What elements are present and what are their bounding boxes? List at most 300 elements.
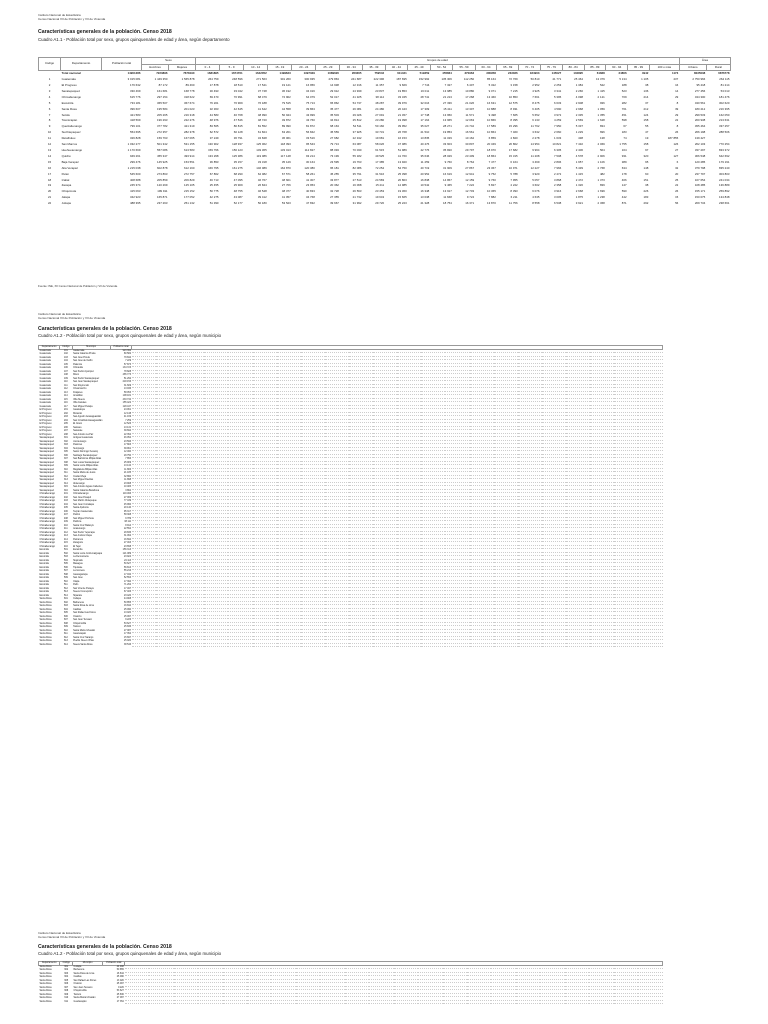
table-cell: 28 271 xyxy=(443,124,452,129)
table-cell: 203 xyxy=(63,416,68,418)
table-cell: 44 583 xyxy=(209,112,219,117)
table-cell: 455 464 xyxy=(694,124,706,129)
table-cell-filler xyxy=(296,1000,320,1004)
table-cell: 45 559 xyxy=(330,130,339,135)
table-cell-filler xyxy=(394,1000,418,1004)
table-cell-filler xyxy=(470,643,494,647)
table-cell: 2 335 xyxy=(575,112,583,117)
table-cell: Escuintla xyxy=(39,577,49,579)
table-cell: 130 902 xyxy=(208,142,219,147)
table-cell: 12 941 xyxy=(465,171,475,176)
table-cell: 241 034 xyxy=(719,177,730,182)
table-cell-filler xyxy=(445,643,469,647)
table-cell: 71 262 xyxy=(123,584,131,586)
table-cell: 81 552 xyxy=(257,124,267,129)
table-cell-filler xyxy=(156,643,180,647)
table-cell: Parramos xyxy=(73,538,84,541)
table-cell: 120 269 xyxy=(157,183,168,188)
table-cell-filler xyxy=(198,1000,222,1004)
table-cell: 799 101 xyxy=(130,124,141,129)
table-cell: 839 xyxy=(599,183,605,188)
table-cell: 30 493 xyxy=(209,88,219,93)
table-cell: 2 660 xyxy=(553,130,562,135)
table-cell: 63 201 xyxy=(281,130,291,135)
table-cell: 610 xyxy=(64,997,69,999)
table-cell: 326 828 xyxy=(130,136,141,141)
table-cell: 95 418 xyxy=(696,83,706,87)
table-cell: 119 086 xyxy=(256,153,267,158)
table-cell: 16 561 xyxy=(465,130,475,135)
table-cell: 47 086 xyxy=(397,142,407,147)
table-cell: 4 635 xyxy=(532,195,540,200)
table-cell: San Pedro Ayampuc xyxy=(73,370,94,373)
table-cell: 201 023 xyxy=(184,106,195,111)
table-cell-filler xyxy=(516,1000,540,1004)
table-cell: 12 575 xyxy=(508,100,518,105)
table-cell: 367 674 xyxy=(184,100,195,105)
table-cell: 14 938 xyxy=(330,83,339,87)
table-cell: San Juan Comalapa xyxy=(73,503,94,506)
table-cell: 248 596 xyxy=(232,77,243,82)
table-cell: 4 222 xyxy=(510,183,518,188)
table-cell: 27 087 xyxy=(123,629,131,632)
table-cell: 10 365 xyxy=(487,189,496,194)
table-cell: 41 169 xyxy=(123,416,131,418)
table-cell: 164 xyxy=(621,147,627,152)
table-cell: Santa Rosa xyxy=(39,997,52,999)
table-cell: Escuintla xyxy=(39,580,49,583)
table-cell: 8 xyxy=(676,124,679,129)
table-cell: 58 026 xyxy=(375,142,385,147)
table-cell: 28 741 xyxy=(420,94,430,99)
table-cell: San José Poaquil xyxy=(73,496,91,499)
table-cell: 233036 xyxy=(508,71,518,76)
table-cell: 607 xyxy=(63,619,68,621)
table-cell: 14 xyxy=(675,88,679,93)
table-cell: 1499623 xyxy=(279,71,291,76)
table-cell: 164 870 xyxy=(280,165,291,170)
table-cell: 6 538 xyxy=(553,201,562,206)
table-cell: Chimaltenango xyxy=(39,535,55,537)
table-cell: Guatemala xyxy=(39,349,51,352)
table-cell: 3 864 xyxy=(125,489,131,492)
table-cell: 41 771 xyxy=(552,77,562,82)
table-cell: 1 238 xyxy=(597,195,605,200)
table-cell: 300 935 xyxy=(304,77,315,82)
table-cell: 30 807 xyxy=(465,142,475,147)
table-cell: 7 882 xyxy=(488,195,496,200)
table-cell: 607 xyxy=(64,986,69,989)
table-cell: 212 xyxy=(643,106,649,111)
table-cell: 20 349 xyxy=(487,142,496,147)
table-cell: 145 925 xyxy=(157,159,168,164)
table-cell: 27 463 xyxy=(123,542,131,544)
table-cell: Santa Rosa xyxy=(39,986,52,989)
table-cell: 17 497 xyxy=(123,587,131,590)
table-cell: 306 548 xyxy=(694,153,706,158)
table-cell: 509 xyxy=(63,577,68,579)
table-cell: 466 xyxy=(621,177,627,182)
table-cell: 24 583 xyxy=(375,177,385,182)
table-cell: 309 xyxy=(63,465,68,467)
table-cell: 12 063 xyxy=(465,118,475,123)
table1-source: Fuente: INE, XII Censo Nacional de Población y VII de Vivienda. xyxy=(38,284,118,288)
table-cell: 406 xyxy=(63,510,68,513)
table-cell: Sacatepéquez xyxy=(61,88,81,93)
table-cell: Santa Rosa xyxy=(39,972,52,975)
table-cell-filler xyxy=(373,643,397,647)
table-cell: Chimaltenango xyxy=(61,94,82,99)
table-cell: 936 xyxy=(599,100,605,105)
table-cell: 27 091 xyxy=(375,112,385,117)
table-cell: 601 xyxy=(64,965,69,968)
table-cell: 205 xyxy=(63,423,68,425)
table-cell: 47 546 xyxy=(233,118,243,123)
table-cell: 22 354 xyxy=(123,433,131,436)
table-cell: 23 595 xyxy=(330,159,339,164)
table-cell: 115 xyxy=(64,398,68,401)
table-cell: 101 xyxy=(63,349,68,352)
table-cell: 603 xyxy=(63,605,68,607)
table-cell-filler xyxy=(491,1000,515,1004)
table-cell: 602 878 xyxy=(157,165,168,170)
table-cell: 2 952 xyxy=(532,83,540,87)
table-cell: 612 xyxy=(63,636,68,639)
table-cell: 7 950 xyxy=(553,124,562,129)
table-cell: 16 694 xyxy=(123,538,131,541)
table-cell: 12 526 xyxy=(123,423,131,425)
table-cell: 226 xyxy=(643,189,649,194)
table-cell: 8035038 xyxy=(694,71,706,76)
table-cell: 50 627 xyxy=(123,563,131,565)
table-cell: 1 215 038 xyxy=(127,165,141,170)
table-cell: 206 829 xyxy=(184,177,195,182)
col-sexo: Sexo xyxy=(141,58,195,65)
table-cell: 78 828 xyxy=(123,370,131,373)
table-cell: 7 856 xyxy=(125,458,131,460)
table-cell: 401 xyxy=(63,493,68,495)
table-cell: 21 457 xyxy=(397,112,407,117)
table-cell: 13 020 xyxy=(116,979,124,982)
table-cell: Tecpán Guatemala xyxy=(73,510,93,513)
table-cell: Ciudad Vieja xyxy=(73,475,87,478)
table-cell: 10 542 xyxy=(420,183,430,188)
table-cell: 37 748 xyxy=(257,88,267,93)
table-cell: 21 213 xyxy=(443,94,452,99)
table-cell: 158 xyxy=(643,142,649,147)
institution-name: Instituto Nacional de Estadística xyxy=(38,13,81,17)
table-cell: 21 732 xyxy=(352,195,362,200)
table-cell: 135 306 xyxy=(441,77,452,82)
table-cell: 306 xyxy=(63,454,68,457)
table-cell: El Tejar xyxy=(73,545,81,548)
table-cell: 8 xyxy=(676,100,679,105)
table-cell: Sansare xyxy=(73,426,82,429)
col-age-group: 85 - 89 xyxy=(584,64,606,71)
table-cell: 33 318 xyxy=(257,159,267,164)
table-cell: Santa Catarina Barahona xyxy=(73,489,99,492)
table-cell: 442 xyxy=(621,195,627,200)
table-cell: 58 261 xyxy=(306,171,315,176)
table-cell: 2 906 xyxy=(597,153,605,158)
table-cell: Sacatepéquez xyxy=(39,482,55,485)
col-codigo: Código xyxy=(60,346,72,350)
table-cell: 44 908 xyxy=(123,598,131,600)
table-cell: 605 xyxy=(63,612,68,614)
table-cell: 95 xyxy=(645,159,649,164)
table-cell: 60 xyxy=(645,171,649,176)
table-cell: 2 266 xyxy=(575,88,583,93)
table-cell: 51 989 xyxy=(397,147,407,152)
table-cell: 634 xyxy=(621,165,627,170)
table-cell: 159 796 xyxy=(208,147,219,152)
table-cell: Palencia xyxy=(73,363,82,366)
table-cell: 2 406 xyxy=(575,147,583,152)
table-cell: 10 864 xyxy=(487,130,496,135)
table-cell: 76 969 xyxy=(233,100,243,105)
table-cell: 7 229 xyxy=(125,360,131,362)
table-cell: 145027 xyxy=(551,71,562,76)
table-cell: Chuarrancho xyxy=(73,388,87,390)
table3-subtitle: Cuadro A1.2 - Población total por sexo, grupos quinquenales de edad y área, según municipio xyxy=(38,951,222,956)
table-cell: 25 xyxy=(675,177,679,182)
table-cell-filler xyxy=(540,1000,564,1004)
table-cell: 305 xyxy=(63,451,68,453)
table-cell: 5 134 xyxy=(619,77,627,82)
table-cell: Sacatepéquez xyxy=(39,454,55,457)
col-age-group: 20 - 24 xyxy=(292,64,316,71)
table-cell-filler xyxy=(325,643,349,647)
table-cell: 557 086 xyxy=(157,147,168,152)
table-cell: 1 957 xyxy=(575,159,583,164)
table-cell: 10 162 xyxy=(465,136,475,141)
table-cell: Guatemala xyxy=(39,356,51,359)
table-cell: Santa Cruz Balanyá xyxy=(73,524,94,527)
table-cell: 23 420 xyxy=(123,594,131,597)
table-cell: 15 411 xyxy=(443,106,452,111)
table-cell: 16 xyxy=(675,83,679,87)
col-age-group: 70 - 74 xyxy=(519,64,541,71)
table-cell: 38 xyxy=(645,83,649,87)
table-cell: 421 583 xyxy=(130,112,141,117)
col-age-group: 50 - 54 xyxy=(430,64,453,71)
table-cell: 402 xyxy=(63,496,68,499)
table-cell: Escuintla xyxy=(73,549,83,551)
table-cell-filler xyxy=(149,1000,173,1004)
table-cell: 9 964 xyxy=(532,147,540,152)
table-cell: 418 569 xyxy=(130,118,141,123)
table-cell: 39 694 xyxy=(123,430,131,432)
table-cell: 272 757 xyxy=(184,171,195,176)
table-cell: 39 952 xyxy=(397,124,407,129)
table-cell: 29 xyxy=(675,94,679,99)
table-cell: 307 xyxy=(63,458,68,460)
table-cell: Sumpango xyxy=(73,447,85,450)
table-cell: 12 703 xyxy=(465,189,475,194)
table-cell: 25 097 xyxy=(123,615,131,618)
table-cell: Guazacapán xyxy=(73,1000,87,1003)
table-cell: 3 916 xyxy=(553,189,562,194)
table-cell: 12 460 xyxy=(123,451,131,453)
table-cell: 292 xyxy=(643,201,649,206)
table-cell: 408 688 xyxy=(130,177,141,182)
table-cell: 605 xyxy=(64,979,69,982)
table-cell: 405 xyxy=(63,507,68,509)
table-cell: 39 863 xyxy=(306,106,315,111)
table-cell: 25 223 xyxy=(397,201,407,206)
table-cell: 113 xyxy=(64,391,68,394)
table-cell: 33 731 xyxy=(375,130,385,135)
table-cell: 87 172 xyxy=(158,83,168,87)
table-cell: 613 583 xyxy=(184,147,195,152)
table-cell: 151 xyxy=(643,177,649,182)
table-cell: 510 xyxy=(63,580,68,583)
table-cell: 104895 xyxy=(573,71,583,76)
table-cell: San Vicente Pacaya xyxy=(73,587,94,590)
table-cell: Santa Lucía Cotzumalguapa xyxy=(73,552,103,555)
table-cell: Santa Rosa xyxy=(39,983,52,985)
table-cell: 303 803 xyxy=(719,171,730,176)
table-cell: 1 449 350 xyxy=(154,77,168,82)
table-cell: 35 027 xyxy=(420,124,430,129)
table-cell: Masagua xyxy=(73,563,83,565)
table-cell: 16 xyxy=(47,165,52,170)
table-cell: 438 xyxy=(578,136,583,141)
table-cell: 7 460 xyxy=(510,130,518,135)
table-cell: Chimaltenango xyxy=(39,517,55,520)
table-cell: 310 xyxy=(63,468,68,471)
table-cell: 603 xyxy=(64,972,69,975)
table-cell: 57 873 xyxy=(123,363,131,366)
table-cell: 245 374 xyxy=(130,183,141,188)
col-municipio: Municipio xyxy=(73,962,103,966)
col-age-group: 45 - 49 xyxy=(408,64,431,71)
table-cell: 23 596 xyxy=(123,440,131,443)
table-cell: 314 xyxy=(63,482,68,485)
table-cell: San Cristóbal Acasaguastlán xyxy=(73,419,103,422)
table-cell: 1 565 878 xyxy=(181,77,195,82)
table-cell: 213 631 xyxy=(719,118,730,123)
table-cell-filler xyxy=(223,1000,247,1004)
table-cell: 56 xyxy=(675,201,679,206)
table-cell: 610 xyxy=(63,629,68,632)
table-cell: 109 xyxy=(63,377,68,380)
table-cell: 14901286 xyxy=(127,71,141,76)
table-cell: 23 837 xyxy=(375,88,385,93)
table-cell: 50 775 xyxy=(209,189,219,194)
col-age-group: 35 - 39 xyxy=(363,64,386,71)
table-cell: 166 795 xyxy=(208,165,219,170)
table-cell: 455 347 xyxy=(157,153,168,158)
table-cell: 1 415 xyxy=(575,171,583,176)
table-cell: Acatenango xyxy=(73,528,86,530)
table-cell: Antigua Guatemala xyxy=(73,437,93,439)
table-cell: 19 xyxy=(645,136,649,141)
table-cell: 38 xyxy=(645,183,649,188)
table-cell: Pastores xyxy=(73,444,83,446)
table-cell: Santa Rosa xyxy=(39,598,52,600)
table-cell: Nueva Santa Rosa xyxy=(73,643,93,646)
table-cell: 12 985 xyxy=(397,183,407,188)
table-cell: San Juan Tecuaco xyxy=(73,619,92,621)
table-cell: 5 827 xyxy=(488,183,496,188)
table-cell: 51 292 xyxy=(123,377,131,380)
table-cell: 502 xyxy=(63,552,68,555)
table-cell: 93 214 xyxy=(306,153,315,158)
table-cell: 609 xyxy=(63,626,68,628)
table-cell: 5 439 xyxy=(575,165,583,170)
table-cell: Iztapa xyxy=(73,580,80,583)
table-cell: 7 661 xyxy=(532,94,540,99)
table-cell: Chimaltenango xyxy=(39,545,55,548)
table-cell: Santa María Ixhuatán xyxy=(73,629,96,632)
table-cell: 1173 xyxy=(672,71,679,76)
table-cell: 108 485 xyxy=(694,183,706,188)
table-cell: 379 798 xyxy=(694,165,706,170)
table-cell: 44 558 xyxy=(281,106,291,111)
table-cell: 61 515 xyxy=(375,147,385,152)
table-cell: 18 970 xyxy=(487,147,496,152)
table-cell: 75 713 xyxy=(306,100,315,105)
table-cell: Chimaltenango xyxy=(39,496,55,499)
table-cell: 17 541 xyxy=(257,83,267,87)
table-cell: El Jícaro xyxy=(73,423,82,425)
table-cell: Sacatepéquez xyxy=(39,461,55,464)
table-cell: 337 257 xyxy=(719,124,730,129)
municipios-table-cont xyxy=(38,961,663,1004)
table-cell: Santo Domingo Xenacoj xyxy=(73,451,98,453)
table-cell: 7 744 xyxy=(422,83,430,87)
table-cell: 9 465 xyxy=(444,183,452,188)
table-cell: 613 xyxy=(63,640,68,642)
table-cell: 410 xyxy=(63,524,68,527)
table-cell: 17 385 xyxy=(375,159,385,164)
table-cell: 13 965 xyxy=(443,118,452,123)
table-cell: 17 589 xyxy=(487,124,496,129)
table-cell: 10 866 xyxy=(487,118,496,123)
table-cell: Guanagazapa xyxy=(73,573,88,576)
table-cell: 608 xyxy=(64,990,69,992)
table-cell: Siquinalá xyxy=(73,559,83,562)
table-cell: 342 923 xyxy=(130,195,141,200)
table-cell: 302 xyxy=(63,440,68,443)
table-cell: 1 755 xyxy=(619,142,627,147)
table-cell: 13 835 xyxy=(420,136,430,141)
table-cell: 48 755 xyxy=(233,189,243,194)
table-cell: 16 619 xyxy=(443,171,452,176)
table-cell: Guatemala xyxy=(39,363,51,366)
table-cell: 31 909 xyxy=(443,165,452,170)
table-cell: El Progreso xyxy=(39,433,52,436)
table-cell-filler xyxy=(443,1000,467,1004)
table-cell: 1 384 xyxy=(575,83,583,87)
table-cell: 125 062 xyxy=(256,142,267,147)
table-cell: 61 824 xyxy=(257,130,267,135)
col-age-group: 75 - 79 xyxy=(540,64,562,71)
table-cell: Zaragoza xyxy=(73,542,83,544)
table-cell: Guatemala xyxy=(39,377,51,380)
table-cell: 455864 xyxy=(442,71,452,76)
table-cell: 4 xyxy=(48,94,51,99)
table-cell: 590 xyxy=(621,189,627,194)
table-cell-filler xyxy=(614,1000,638,1004)
table-cell: Santa Apolonia xyxy=(73,507,89,509)
table-cell: 6 211 xyxy=(510,195,518,200)
table-cell: 833 372 xyxy=(719,147,730,152)
table-cell: 316 xyxy=(63,489,68,492)
table-cell: 303 xyxy=(63,444,68,446)
table-cell: 3 972 xyxy=(553,112,562,117)
